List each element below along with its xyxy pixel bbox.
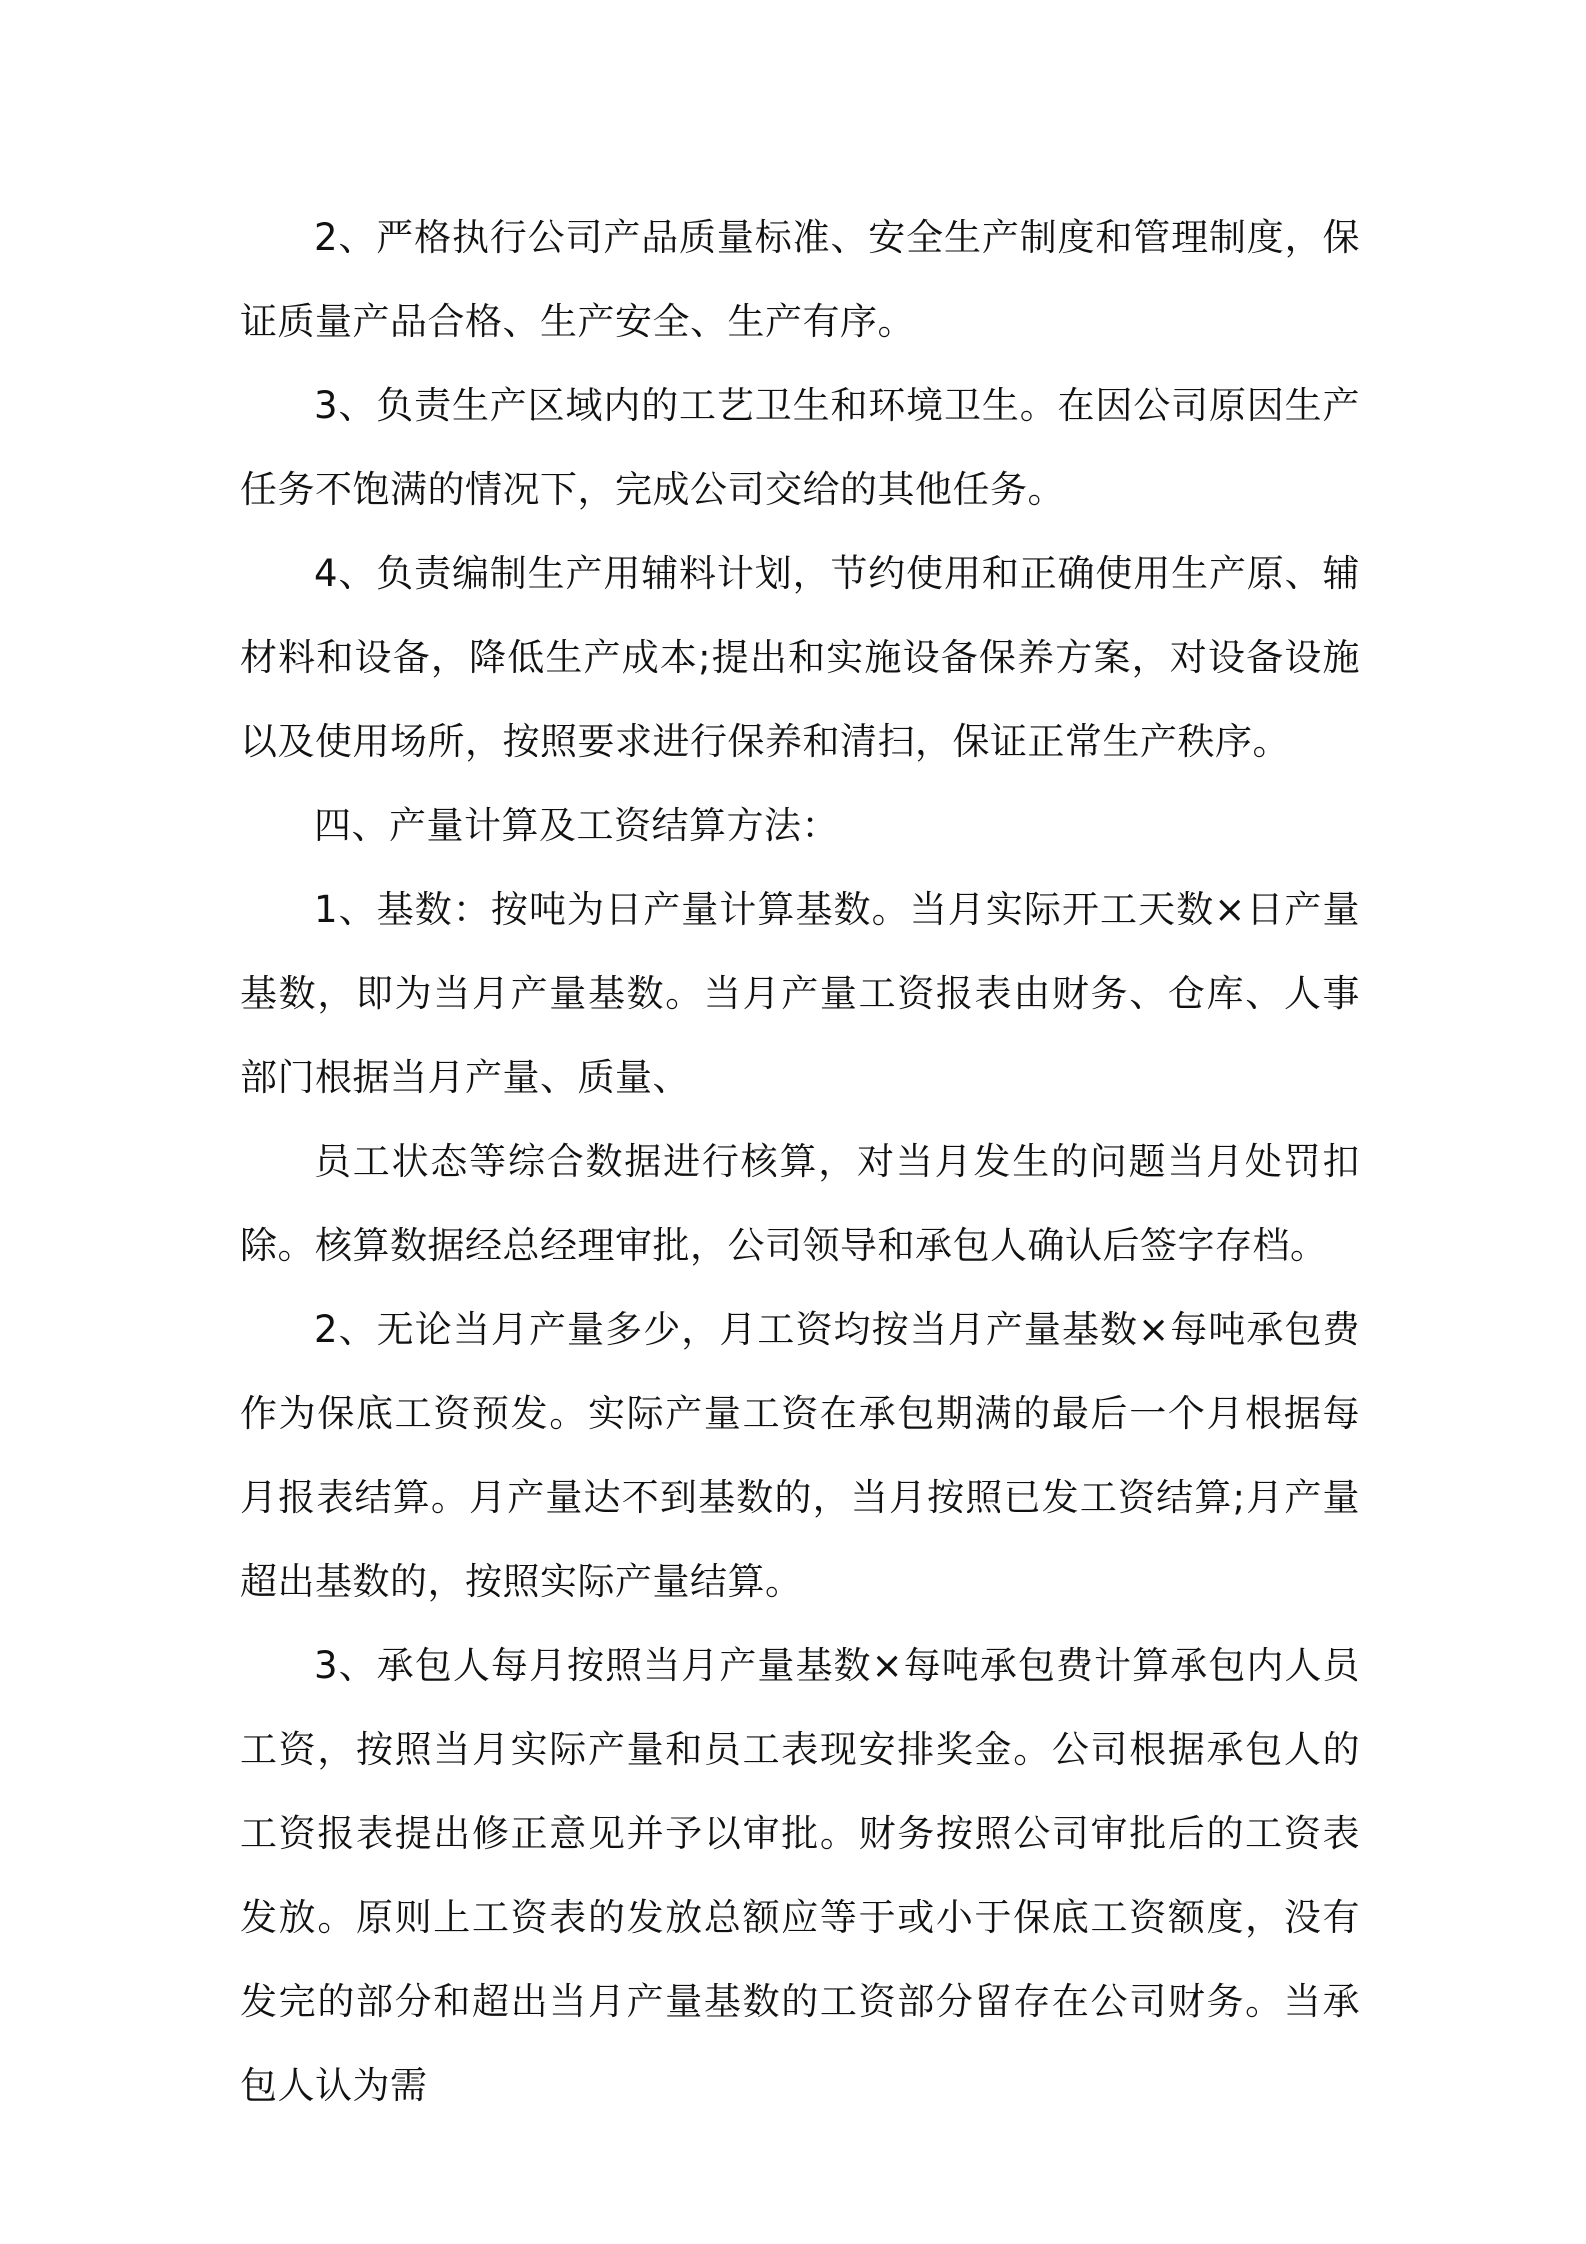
section-heading-4: 四、产量计算及工资结算方法： — [314, 804, 839, 847]
paragraph-item-3: 3、负责生产区域内的工艺卫生和环境卫生。在因公司原因生产任务不饱满的情况下，完成公司交给的其他任务。 — [240, 384, 1360, 511]
paragraph-item-2: 2、严格执行公司产品质量标准、安全生产制度和管理制度，保证质量产品合格、生产安全、生产有序。 — [240, 216, 1360, 343]
paragraph-monthly-salary: 2、无论当月产量多少，月工资均按当月产量基数×每吨承包费作为保底工资预发。实际产量工资在承包期满的最后一个月根据每月报表结算。月产量达不到基数的，当月按照已发工资结算;月产量超出基数的，按照实际产量结算。 — [240, 1308, 1360, 1603]
paragraph-employee-status: 员工状态等综合数据进行核算，对当月发生的问题当月处罚扣除。核算数据经总经理审批，公司领导和承包人确认后签字存档。 — [240, 1140, 1360, 1267]
paragraph-base-calculation: 1、基数：按吨为日产量计算基数。当月实际开工天数×日产量基数，即为当月产量基数。当月产量工资报表由财务、仓库、人事部门根据当月产量、质量、 — [240, 888, 1360, 1099]
paragraph-contractor-salary: 3、承包人每月按照当月产量基数×每吨承包费计算承包内人员工资，按照当月实际产量和员工表现安排奖金。公司根据承包人的工资报表提出修正意见并予以审批。财务按照公司审批后的工资表发放。原则上工资表的发放总额应等于或小于保底工资额度，没有发完的部分和超出当月产量基数的工资部分留存在公司财务。当承包人认为需 — [240, 1644, 1360, 2107]
document-body — [240, 196, 1360, 2128]
paragraph-item-4: 4、负责编制生产用辅料计划，节约使用和正确使用生产原、辅材料和设备，降低生产成本;提出和实施设备保养方案，对设备设施以及使用场所，按照要求进行保养和清扫，保证正常生产秩序。 — [240, 552, 1360, 763]
